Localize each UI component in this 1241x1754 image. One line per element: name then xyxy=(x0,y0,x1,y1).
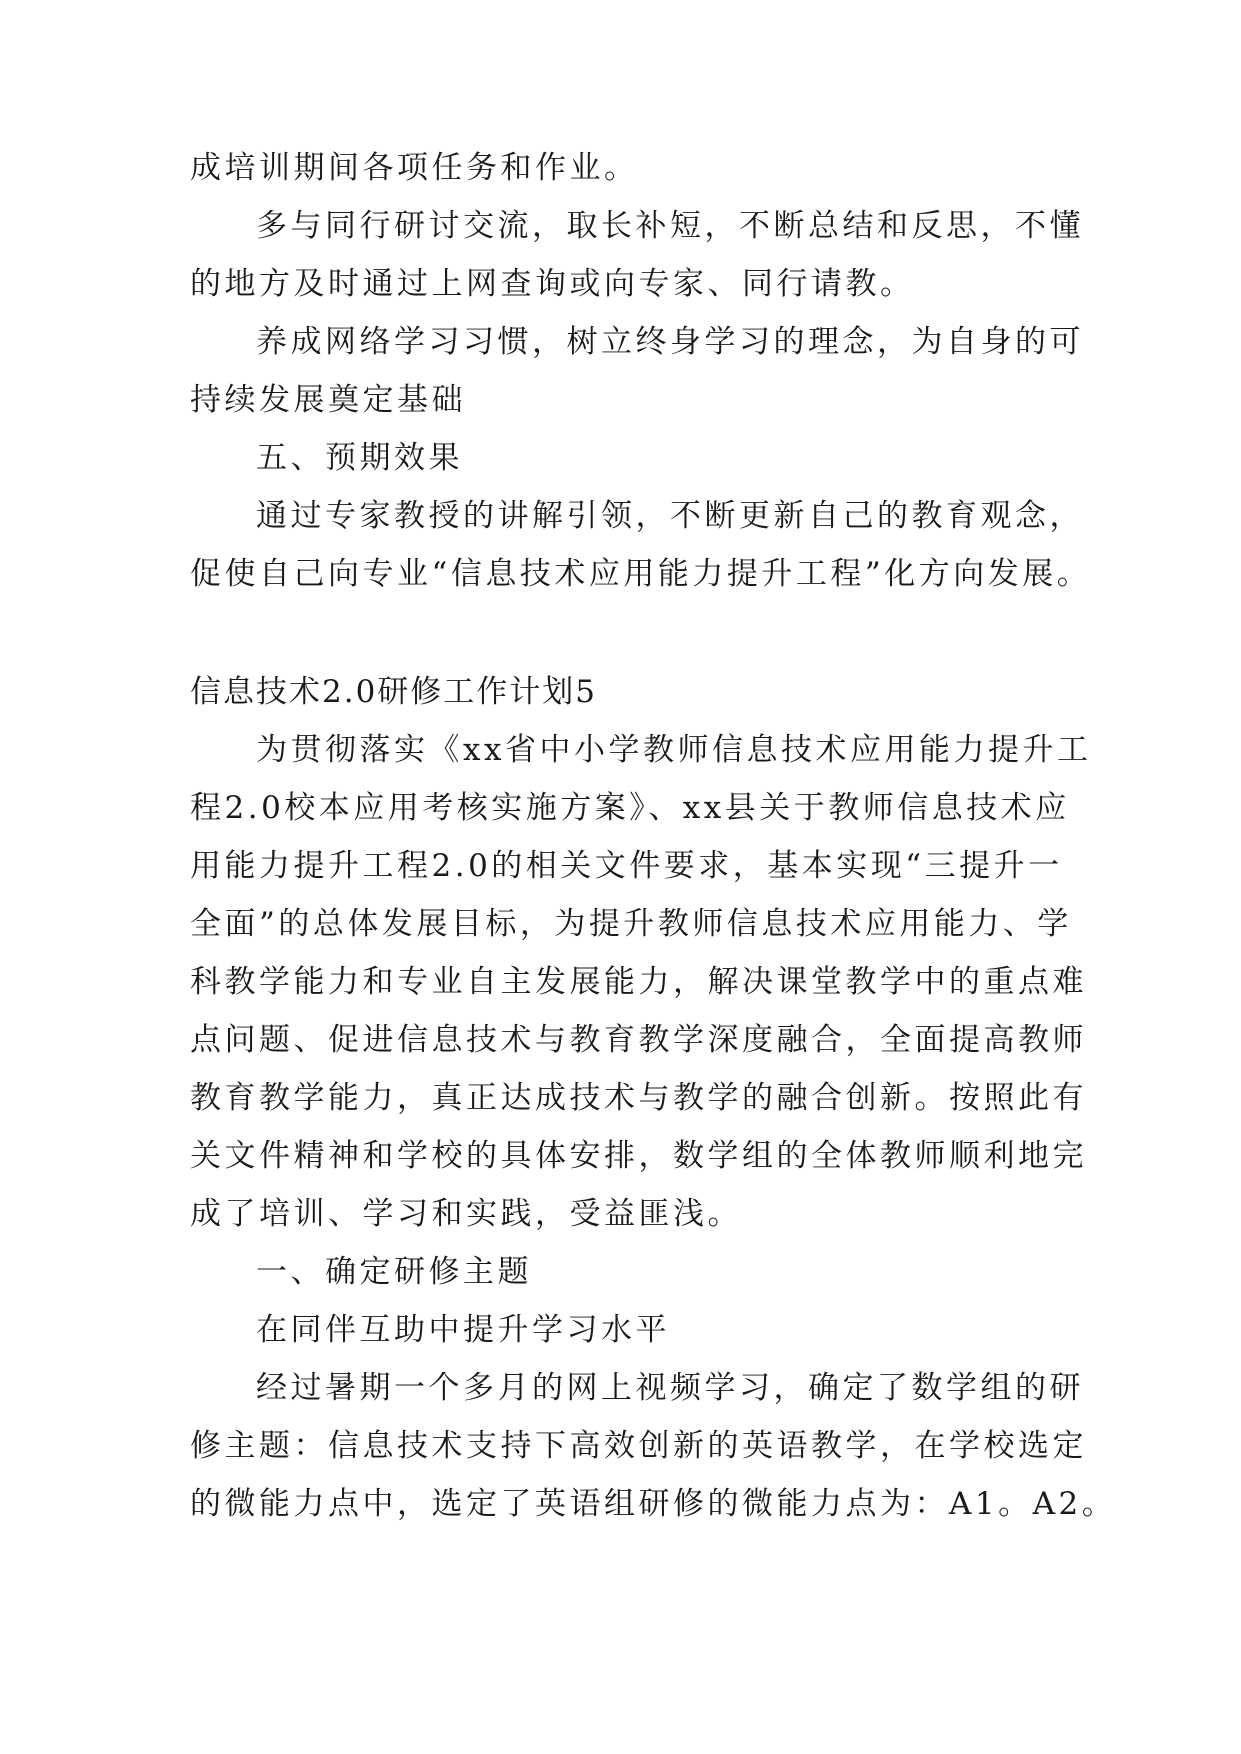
text-line: 修主题：信息技术支持下高效创新的英语教学，在学校选定 xyxy=(190,1428,1087,1464)
text-line: 通过专家教授的讲解引领，不断更新自己的教育观念， xyxy=(256,498,1084,534)
text-line: 程2.0校本应用考核实施方案》、xx县关于教师信息技术应 xyxy=(190,790,1070,826)
text-line: 成了培训、学习和实践，受益匪浅。 xyxy=(190,1196,742,1232)
text-line: 科教学能力和专业自主发展能力，解决课堂教学中的重点难 xyxy=(190,964,1087,1000)
text-line: 多与同行研讨交流，取长补短，不断总结和反思，不懂 xyxy=(256,208,1084,244)
text-line: 全面”的总体发展目标，为提升教师信息技术应用能力、学 xyxy=(190,906,1072,942)
text-line: 促使自己向专业“信息技术应用能力提升工程”化方向发展。 xyxy=(190,556,1092,592)
text-line: 为贯彻落实《xx省中小学教师信息技术应用能力提升工 xyxy=(256,732,1092,768)
text-line: 教育教学能力，真正达成技术与教学的融合创新。按照此有 xyxy=(190,1080,1087,1116)
text-line: 点问题、促进信息技术与教育教学深度融合，全面提高教师 xyxy=(190,1022,1087,1058)
text-line: 关文件精神和学校的具体安排，数学组的全体教师顺利地完 xyxy=(190,1138,1087,1174)
section-heading: 五、预期效果 xyxy=(256,440,463,476)
text-line: 的地方及时通过上网查询或向专家、同行请教。 xyxy=(190,266,915,302)
text-line: 持续发展奠定基础 xyxy=(190,382,466,418)
text-line: 成培训期间各项任务和作业。 xyxy=(190,150,639,186)
text-line: 用能力提升工程2.0的相关文件要求，基本实现“三提升一 xyxy=(190,848,1063,884)
text-line: 养成网络学习习惯，树立终身学习的理念，为自身的可 xyxy=(256,324,1084,360)
section-heading: 一、确定研修主题 xyxy=(256,1254,532,1290)
text-line: 经过暑期一个多月的网上视频学习，确定了数学组的研 xyxy=(256,1370,1084,1406)
text-line: 的微能力点中，选定了英语组研修的微能力点为：A1。A2。 xyxy=(190,1486,1117,1522)
subheading: 在同伴互助中提升学习水平 xyxy=(256,1312,670,1348)
document-title: 信息技术2.0研修工作计划5 xyxy=(190,674,598,710)
